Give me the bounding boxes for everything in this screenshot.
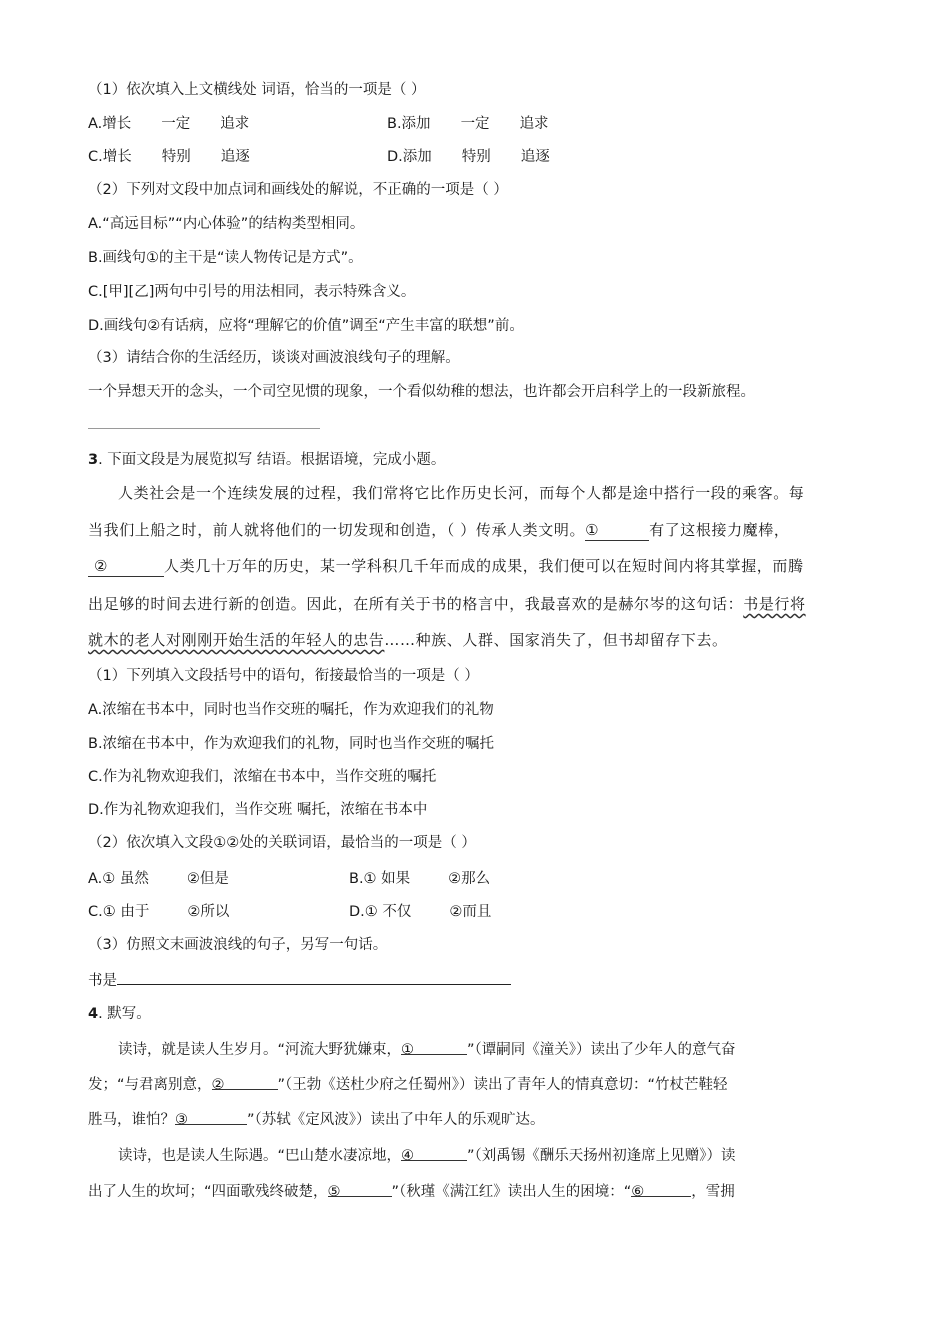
passage-text: 出足够的时间去进行新的创造。因此，在所有关于书的格言中，我最喜欢的是赫尔岑的这句话： <box>88 595 744 613</box>
q2-sub3-sentence: 一个异想天开的念头，一个司空见惯的现象，一个看似幼稚的想法，也许都会开启科学上的一段新旅程。 <box>88 384 755 400</box>
q2-sub1-option-d[interactable] <box>387 147 550 167</box>
q2-sub2-option-a[interactable]: A.“高远目标”“内心体验”的结构类型相同。 <box>88 216 365 232</box>
blank-3[interactable] <box>175 1110 247 1128</box>
q2-sub1-option-c[interactable] <box>88 147 250 167</box>
q2-sub2-option-d[interactable]: D.画线句②有话病，应将“理解它的价值”调至“产生丰富的联想”前。 <box>88 318 524 334</box>
q3-sub1-option-c[interactable]: C.作为礼物欢迎我们，浓缩在书本中，当作交班的嘱托 <box>88 769 437 785</box>
option-word: 追求 <box>519 116 549 132</box>
q2-sub3-prompt: （3）请结合你的生活经历，谈谈对画波浪线句子的理解。 <box>88 350 460 366</box>
q3-sub2-option-a[interactable] <box>88 869 229 889</box>
passage-text: 出了人生的坎坷；“四面歌残终破楚， <box>88 1184 328 1200</box>
q3-passage-line-1: 人类社会是一个连续发展的过程，我们常将它比作历史长河，而每个人都是途中搭行一段的乘客。每 <box>118 484 805 502</box>
option-letter: B.添加 <box>387 116 431 132</box>
q2-sub1-prompt: （1）依次填入上文横线处 词语，恰当的一项是（ ） <box>88 82 426 98</box>
passage-text: ，雪拥 <box>691 1184 735 1200</box>
q4-line-3 <box>88 1110 545 1130</box>
option-word: ②那么 <box>448 871 491 887</box>
passage-text: ……种族、人群、国家消失了，但书却留存下去。 <box>384 631 728 649</box>
blank-marker: ③ <box>175 1112 188 1128</box>
q3-heading <box>88 450 445 470</box>
q4-heading <box>88 1004 151 1024</box>
q2-sub2-prompt: （2）下列对文段中加点词和画线处的解说，不正确的一项是（ ） <box>88 182 508 198</box>
passage-text: 人类几十万年的历史，某一学科积几千年而成的成果，我们便可以在短时间内将其掌握，而腾 <box>164 557 804 575</box>
q3-sub1-option-a[interactable]: A.浓缩在书本中，同时也当作交班的嘱托，作为欢迎我们的礼物 <box>88 702 494 718</box>
option-letter: B.① 如果 <box>349 871 411 887</box>
option-letter: D.① 不仅 <box>349 904 412 920</box>
blank-marker: ① <box>401 1042 415 1058</box>
option-letter: C.增长 <box>88 149 132 165</box>
wavy-underlined-text: 就木的老人对刚刚开始生活的年轻人的忠告 <box>88 631 385 649</box>
passage-text: ”（王勃《送杜少府之任蜀州》）读出了青年人的情真意切：“竹杖芒鞋轻 <box>277 1077 728 1093</box>
option-word: 追逐 <box>520 149 550 165</box>
option-word: 一定 <box>460 116 490 132</box>
q3-passage-line-4 <box>88 594 806 614</box>
q4-line-1 <box>118 1040 736 1060</box>
q2-answer-line[interactable] <box>88 428 320 429</box>
q4-line-2 <box>88 1075 728 1095</box>
q3-sub1-prompt: （1）下列填入文段括号中的语句，衔接最恰当的一项是（ ） <box>88 668 479 684</box>
q3-passage-line-3 <box>88 556 804 577</box>
q3-sub3-prompt: （3）仿照文末画波浪线的句子，另写一句话。 <box>88 937 388 953</box>
q4-line-4 <box>118 1146 736 1166</box>
q3-passage-line-5 <box>88 630 728 650</box>
q3-passage-line-2 <box>88 520 789 541</box>
q3-sub2-option-d[interactable] <box>349 902 491 922</box>
passage-text: 读诗，就是读人生岁月。“河流大野犹嫌束， <box>118 1042 402 1058</box>
passage-text: 读诗，也是读人生际遇。“巴山楚水凄凉地， <box>118 1148 402 1164</box>
option-word: ②但是 <box>186 871 229 887</box>
passage-text: 胜马，谁怕？ <box>88 1112 175 1128</box>
option-word: 特别 <box>161 149 191 165</box>
blank-5[interactable] <box>327 1182 392 1200</box>
blank-marker: ⑤ <box>327 1184 341 1200</box>
q2-sub2-option-c[interactable]: C.[甲][乙]两句中引号的用法相同，表示特殊含义。 <box>88 284 416 300</box>
option-word: 追逐 <box>220 149 250 165</box>
wavy-underlined-text: 书是行将 <box>743 595 806 613</box>
q3-sub2-option-c[interactable] <box>88 902 229 922</box>
q3-sub2-option-b[interactable] <box>349 869 490 889</box>
passage-text: ”（刘禹锡《酬乐天扬州初逢席上见赠》）读 <box>467 1148 736 1164</box>
blank-2[interactable] <box>88 556 164 577</box>
passage-text: 发；“与君离别意， <box>88 1077 212 1093</box>
q3-sub1-option-b[interactable]: B.浓缩在书本中，作为欢迎我们的礼物，同时也当作交班的嘱托 <box>88 736 495 752</box>
q3-title: . 下面文段是为展览拟写 结语。根据语境，完成小题。 <box>98 452 446 468</box>
option-word: 一定 <box>161 116 191 132</box>
answer-prefix: 书是 <box>88 973 117 989</box>
blank-6[interactable] <box>631 1182 691 1200</box>
option-word: ②而且 <box>449 904 492 920</box>
option-word: ②所以 <box>187 904 230 920</box>
passage-text: ”（谭嗣同《潼关》）读出了少年人的意气奋 <box>467 1042 736 1058</box>
q4-number: 4 <box>88 1006 99 1022</box>
q4-title: . 默写。 <box>98 1006 151 1022</box>
passage-text: ”（苏轼《定风波》）读出了中年人的乐观旷达。 <box>247 1112 545 1128</box>
q4-line-5 <box>88 1182 735 1202</box>
q2-sub1-option-a[interactable] <box>88 114 249 134</box>
option-letter: C.① 由于 <box>88 904 150 920</box>
blank-4[interactable] <box>401 1146 467 1164</box>
passage-text: 有了这根接力魔棒， <box>649 521 790 539</box>
answer-line[interactable] <box>117 969 511 985</box>
q3-sub1-option-d[interactable]: D.作为礼物欢迎我们，当作交班 嘱托，浓缩在书本中 <box>88 802 428 818</box>
blank-marker: ② <box>94 557 109 575</box>
passage-text: ”（秋瑾《满江红》读出人生的困境：“ <box>391 1184 632 1200</box>
passage-text: 当我们上船之时，前人就将他们的一切发现和创造，（ ）传承人类文明。 <box>88 521 586 539</box>
option-word: 特别 <box>461 149 491 165</box>
blank-marker: ① <box>585 521 600 539</box>
q3-sub2-prompt: （2）依次填入文段①②处的关联词语，最恰当的一项是（ ） <box>88 835 476 851</box>
option-letter: A.① 虽然 <box>88 871 149 887</box>
blank-marker: ② <box>211 1077 225 1093</box>
blank-2[interactable] <box>211 1075 278 1093</box>
q2-sub2-option-b[interactable]: B.画线句①的主干是“读人物传记是方式”。 <box>88 250 363 266</box>
q3-sub3-answer <box>88 969 511 991</box>
blank-marker: ⑥ <box>631 1184 645 1200</box>
blank-marker: ④ <box>401 1148 415 1164</box>
option-word: 追求 <box>220 116 250 132</box>
option-letter: D.添加 <box>387 149 432 165</box>
option-letter: A.增长 <box>88 116 132 132</box>
q2-sub1-option-b[interactable] <box>387 114 549 134</box>
q3-number: 3 <box>88 452 99 468</box>
blank-1[interactable] <box>401 1040 467 1058</box>
blank-1[interactable] <box>585 520 649 541</box>
